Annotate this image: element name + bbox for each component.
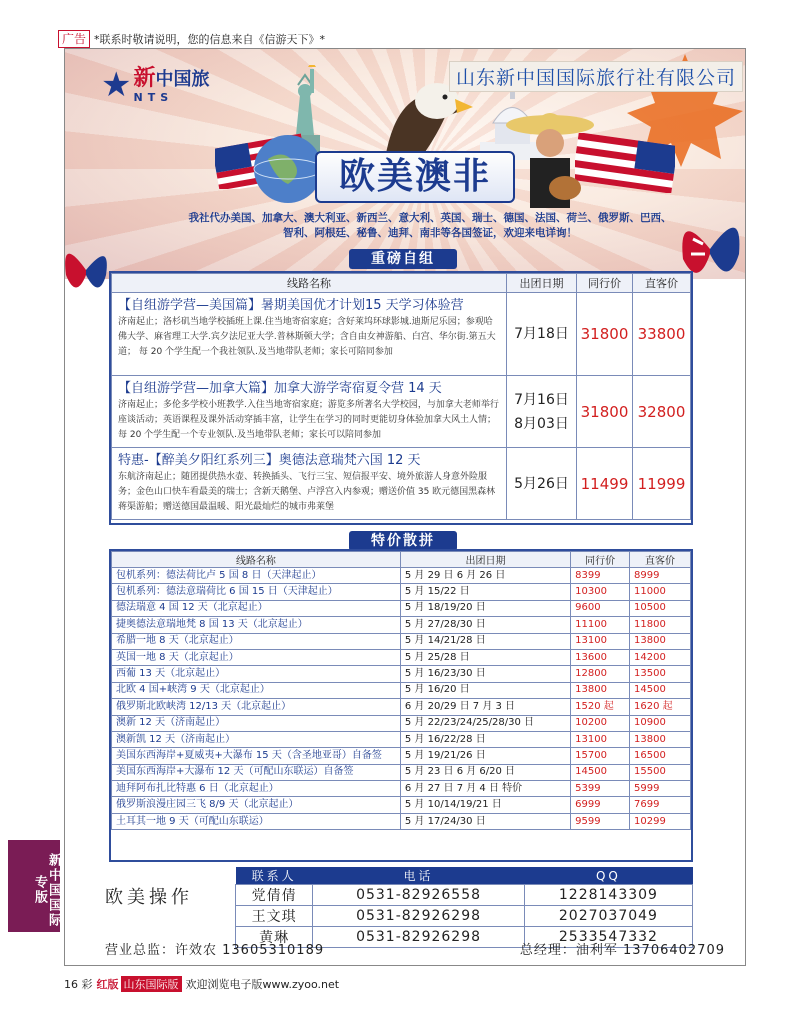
departure-date: 7月16日 8月03日 [507, 376, 577, 448]
table-row [112, 293, 691, 376]
logo-cn-red: 新 [133, 65, 156, 91]
route-name: 英国一地 8 天（北京起止） [112, 649, 401, 665]
table-row [236, 906, 693, 927]
route-name: 澳新 12 天（济南起止） [112, 715, 401, 731]
col-qq: QQ [524, 867, 692, 885]
trade-price: 9600 [571, 600, 630, 616]
route-desc: 济南起止；多伦多学校小班教学.入住当地寄宿家庭；游览多所著名大学校园，与加拿大老师举行座谈活动；英语课程及课外活动穿插丰富，让学生在学习的同时更能切身体验加拿大风土人情；每 20 个学生配一个专业领队.及当地带队老师；家长可以陪同参加 [118, 400, 499, 440]
departure-date: 5 月 16/23/30 日 [400, 666, 570, 682]
flag-butterfly-icon [64, 235, 111, 305]
retail-price: 10299 [630, 813, 691, 829]
company-name: 山东新中国国际旅行社有限公司 [449, 61, 743, 92]
trade-price: 13800 [571, 682, 630, 698]
logo-cn-blue: 中国旅 [155, 68, 210, 90]
retail-price: 8999 [630, 568, 691, 584]
retail-price: 11000 [630, 584, 691, 600]
retail-price: 15500 [630, 764, 691, 780]
route-name: 土耳其一地 9 天（可配山东联运） [112, 813, 401, 829]
route-name: 美国东西海岸+大瀑布 12 天（可配山东联运）自备签 [112, 764, 401, 780]
route-name: 包机系列：德法荷比卢 5 国 8 日（天津起止） [112, 568, 401, 584]
retail-price: 13500 [630, 666, 691, 682]
table-header [112, 274, 691, 293]
trade-price: 15700 [571, 748, 630, 764]
retail-price: 11800 [630, 617, 691, 633]
col-trade-price: 同行价 [577, 274, 633, 293]
table-row [112, 649, 691, 665]
contact-qq: 1228143309 [524, 885, 692, 906]
table-row [112, 584, 691, 600]
route-name: 西葡 13 天（北京起止） [112, 666, 401, 682]
contact-qq: 2533547332 [524, 927, 692, 948]
col-date: 出团日期 [507, 274, 577, 293]
route-name: 捷奥德法意瑞地梵 8 国 13 天（北京起止） [112, 617, 401, 633]
mariachi-singer-icon [505, 103, 595, 213]
contact-phone: 0531-82926298 [313, 927, 525, 948]
trade-price: 10300 [571, 584, 630, 600]
group-tours-box [109, 271, 693, 525]
trade-price: 31800 [577, 293, 633, 376]
table-row [112, 813, 691, 829]
departure-date: 6 月 27 日 7 月 4 日 特价 [400, 781, 570, 797]
bottom-strip [64, 976, 339, 992]
section-title-special-deals: 特价散拼 [349, 531, 457, 551]
route-title: 【自组游学营—加拿大篇】加拿大游学寄宿夏令营 14 天 [118, 381, 442, 396]
trade-price: 13100 [571, 633, 630, 649]
sales-director: 营业总监：许效农 13605310189 [105, 943, 325, 958]
col-trade-price: 同行价 [571, 552, 630, 568]
logo-en: NTS [133, 90, 174, 104]
table-row [112, 715, 691, 731]
table-row [112, 748, 691, 764]
hero-subtitle: 我社代办美国、加拿大、澳大利亚、新西兰、意大利、英国、瑞士、德国、法国、荷兰、俄罗斯、巴西、智利、阿根廷、秘鲁、迪拜、南非等各国签证，欢迎来电详询！ [188, 212, 672, 239]
route-name: 包机系列：德法意瑞荷比 6 国 15 日（天津起止） [112, 584, 401, 600]
col-phone: 电话 [313, 867, 525, 885]
route-name: 美国东西海岸+夏威夷+大瀑布 15 天（含圣地亚哥）自备签 [112, 748, 401, 764]
route-name: 德法瑞意 4 国 12 天（北京起止） [112, 600, 401, 616]
contact-name: 黄琳 [236, 927, 313, 948]
departure-date: 5 月 27/28/30 日 [400, 617, 570, 633]
col-retail-price: 直客价 [633, 274, 691, 293]
retail-price: 33800 [633, 293, 691, 376]
route-name: 迪拜阿布扎比特惠 6 日（北京起止） [112, 781, 401, 797]
table-row [112, 376, 691, 448]
departure-date: 7月18日 [507, 293, 577, 376]
trade-price: 8399 [571, 568, 630, 584]
hero-banner [65, 49, 746, 279]
route-name: 澳新凯 12 天（济南起止） [112, 731, 401, 747]
retail-price: 13800 [630, 731, 691, 747]
trade-price: 9599 [571, 813, 630, 829]
contact-phone: 0531-82926298 [313, 906, 525, 927]
table-row [112, 666, 691, 682]
hero-title: 欧美澳非 [315, 151, 515, 203]
departure-date: 5 月 10/14/19/21 日 [400, 797, 570, 813]
table-row [112, 448, 691, 520]
route-name: 北欧 4 国+峡湾 9 天（北京起止） [112, 682, 401, 698]
contact-name: 党倩倩 [236, 885, 313, 906]
table-row [112, 600, 691, 616]
page-number: 16 彩 [64, 978, 93, 991]
table-header [236, 867, 693, 885]
retail-price: 14500 [630, 682, 691, 698]
retail-price: 11999 [633, 448, 691, 520]
contact-phone: 0531-82926558 [313, 885, 525, 906]
trade-price: 6999 [571, 797, 630, 813]
trade-price: 5399 [571, 781, 630, 797]
route-title: 【自组游学营—美国篇】暑期美国优才计划15 天学习体验营 [118, 298, 464, 313]
route-name: 俄罗斯浪漫庄园三飞 8/9 天（北京起止） [112, 797, 401, 813]
ad-frame [64, 48, 746, 966]
trade-price: 14500 [571, 764, 630, 780]
section-title-group-tours: 重磅自组 [349, 249, 457, 269]
contact-qq: 2027037049 [524, 906, 692, 927]
departure-date: 6 月 20/29 日 7 月 3 日 [400, 699, 570, 715]
contact-name: 王文琪 [236, 906, 313, 927]
ad-tag: 广告 [58, 30, 90, 48]
col-date: 出团日期 [400, 552, 570, 568]
col-contact: 联系人 [236, 867, 313, 885]
table-row [112, 781, 691, 797]
department-name: 欧美操作 [105, 887, 193, 908]
contact-table [235, 867, 693, 948]
trade-price: 11100 [571, 617, 630, 633]
departure-date: 5 月 22/23/24/25/28/30 日 [400, 715, 570, 731]
table-row [236, 885, 693, 906]
table-row [112, 731, 691, 747]
retail-price: 1620 起 [630, 699, 691, 715]
route-name: 俄罗斯北欧峡湾 12/13 天（北京起止） [112, 699, 401, 715]
trade-price: 10200 [571, 715, 630, 731]
col-retail-price: 直客价 [630, 552, 691, 568]
trade-price: 13100 [571, 731, 630, 747]
group-tours-table [111, 273, 691, 520]
side-label: 新中国国际专版 [8, 840, 60, 932]
star-icon: ★ [101, 65, 132, 105]
route-title: 特惠-【醉美夕阳红系列三】奥德法意瑞梵六国 12 天 [118, 453, 421, 468]
special-deals-table [111, 551, 691, 830]
retail-price: 13800 [630, 633, 691, 649]
departure-date: 5 月 23 日 6 月 6/20 日 [400, 764, 570, 780]
retail-price: 32800 [633, 376, 691, 448]
table-row [112, 764, 691, 780]
table-row [112, 568, 691, 584]
route-desc: 东航济南起止；随团提供热水壶、转换插头、飞行三宝、短信报平安、境外旅游人身意外险服务；金色山口快车看最美的瑞士；含新天鹅堡、卢浮宫入内参观；赠送价值 35 欧元德国黑森林蒋渠游船；赠送德国最温暖、阳光最灿烂的城市弗莱堡 [118, 472, 496, 512]
table-header [112, 552, 691, 568]
table-row [112, 682, 691, 698]
departure-date: 5 月 19/21/26 日 [400, 748, 570, 764]
trade-price: 11499 [577, 448, 633, 520]
retail-price: 16500 [630, 748, 691, 764]
general-manager: 总经理：油利军 13706402709 [519, 943, 725, 958]
col-route: 线路名称 [112, 552, 401, 568]
retail-price: 10900 [630, 715, 691, 731]
website-note[interactable]: 欢迎浏览电子版www.zyoo.net [185, 978, 340, 991]
trade-price: 1520 起 [571, 699, 630, 715]
departure-date: 5 月 18/19/20 日 [400, 600, 570, 616]
edition: 红版 [96, 978, 119, 991]
table-row [112, 797, 691, 813]
col-route: 线路名称 [112, 274, 507, 293]
departure-date: 5 月 17/24/30 日 [400, 813, 570, 829]
trade-price: 12800 [571, 666, 630, 682]
retail-price: 14200 [630, 649, 691, 665]
ad-note: *联系时敬请说明，您的信息来自《信游天下》* [94, 33, 326, 46]
table-row [112, 617, 691, 633]
management-line [105, 939, 725, 958]
retail-price: 5999 [630, 781, 691, 797]
retail-price: 7699 [630, 797, 691, 813]
departure-date: 5 月 14/21/28 日 [400, 633, 570, 649]
departure-date: 5 月 15/22 日 [400, 584, 570, 600]
departure-date: 5 月 25/28 日 [400, 649, 570, 665]
departure-date: 5 月 16/22/28 日 [400, 731, 570, 747]
region-badge: 山东国际版 [121, 976, 182, 992]
table-row [112, 633, 691, 649]
trade-price: 31800 [577, 376, 633, 448]
route-desc: 济南起止；洛杉矶当地学校插班上课.住当地寄宿家庭；含好莱坞环球影城.迪斯尼乐园；参观哈佛大学、麻省理工大学.宾夕法尼亚大学.普林斯顿大学；含自由女神游船、白宫、华尔街.第五大道； 每 20 个学生配一个我社领队.及当地带队老师；家长可陪同参加 [118, 317, 496, 357]
retail-price: 10500 [630, 600, 691, 616]
trade-price: 13600 [571, 649, 630, 665]
table-row [112, 699, 691, 715]
departure-date: 5月26日 [507, 448, 577, 520]
route-name: 希腊一地 8 天（北京起止） [112, 633, 401, 649]
ad-strip [58, 30, 325, 48]
special-deals-box [109, 549, 693, 862]
departure-date: 5 月 16/20 日 [400, 682, 570, 698]
nts-logo [101, 65, 241, 105]
departure-date: 5 月 29 日 6 月 26 日 [400, 568, 570, 584]
